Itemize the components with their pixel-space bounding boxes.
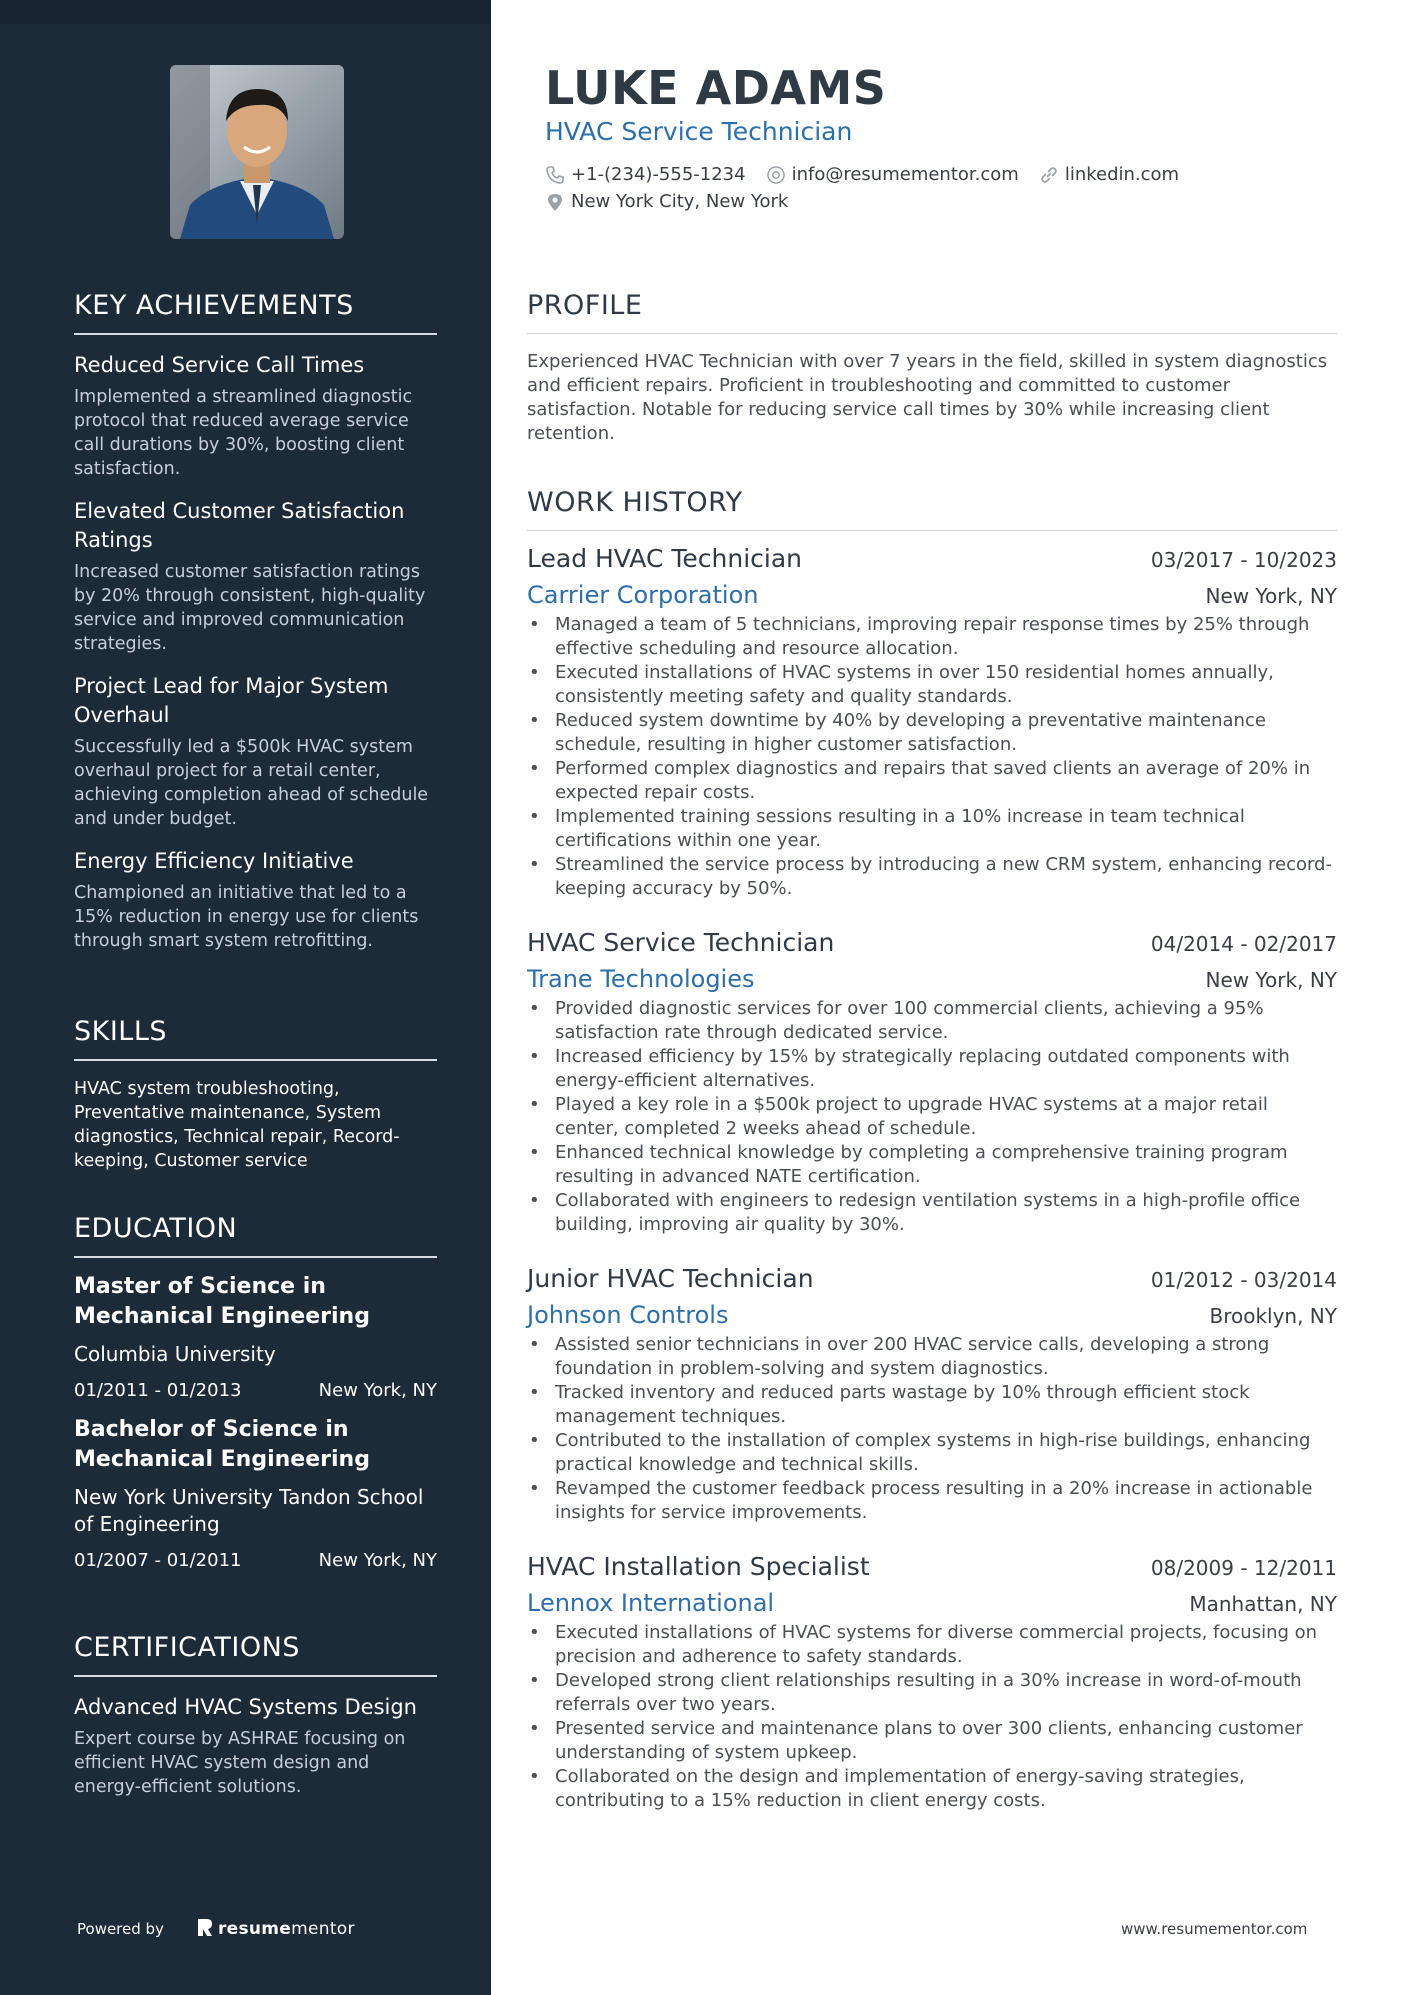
job-bullet: • Presented service and maintenance plans to over 300 clients, enhancing customer understanding of system upkeep. [527, 1717, 1337, 1765]
certification-desc: Expert course by ASHRAE focusing on efficient HVAC system design and energy-efficient solutions. [74, 1729, 406, 1797]
job-bullet: • Implemented training sessions resulting in a 10% increase in team technical certifications within one year. [527, 805, 1337, 853]
job-bullet: • Tracked inventory and reduced parts wastage by 10% through efficient stock management techniques. [527, 1381, 1337, 1429]
powered-by [77, 1917, 355, 1941]
job-bullet: • Developed strong client relationships resulting in a 30% increase in word-of-mouth referrals over two years. [527, 1669, 1337, 1717]
job-entry [527, 1552, 1337, 1813]
contact-email[interactable] [766, 164, 1019, 185]
education-dates: 01/2007 - 01/2011 [74, 1550, 242, 1571]
skills-heading: SKILLS [74, 1016, 437, 1061]
sidebar-top-band [0, 0, 491, 24]
contact-location [545, 191, 788, 212]
job-company: Carrier Corporation [527, 581, 759, 609]
contact-linkedin[interactable] [1039, 164, 1179, 185]
contact-line-1 [545, 164, 1199, 185]
achievement-title: Elevated Customer Satisfaction Ratings [74, 499, 405, 552]
job-bullets [527, 997, 1337, 1237]
skills-section [74, 1016, 437, 1173]
avatar [170, 65, 344, 239]
achievement-desc: Championed an initiative that led to a 15% reduction in energy use for clients through smart system retrofitting. [74, 883, 419, 951]
job-bullet: • Collaborated with engineers to redesign ventilation systems in a high-profile office building, improving air quality by 30%. [527, 1189, 1337, 1237]
brand-light: mentor [291, 1919, 355, 1939]
education-heading: EDUCATION [74, 1213, 437, 1258]
achievement-item [74, 672, 437, 831]
education-location: New York, NY [318, 1550, 437, 1571]
job-company: Johnson Controls [527, 1301, 729, 1329]
education-degree: Master of Science in Mechanical Engineering [74, 1274, 370, 1329]
job-entry [527, 1264, 1337, 1525]
profile-photo [170, 65, 344, 239]
job-entry [527, 544, 1337, 901]
education-school: Columbia University [74, 1342, 276, 1366]
achievement-item [74, 351, 437, 481]
linkedin-text[interactable]: linkedin.com [1064, 164, 1180, 185]
achievement-desc: Increased customer satisfaction ratings by 20% through consistent, high-quality service and improved communication strategies. [74, 562, 426, 654]
candidate-role: HVAC Service Technician [545, 117, 853, 146]
phone-text: +1-(234)-555-1234 [571, 164, 746, 185]
education-item [74, 1272, 437, 1401]
certification-title: Advanced HVAC Systems Design [74, 1695, 417, 1719]
resumementor-logo-icon [196, 1917, 214, 1941]
certifications-section [74, 1632, 437, 1799]
certification-item [74, 1693, 437, 1799]
email-text[interactable]: info@resumementor.com [791, 164, 1019, 185]
education-dates: 01/2011 - 01/2013 [74, 1380, 242, 1401]
education-degree: Bachelor of Science in Mechanical Engineering [74, 1417, 370, 1472]
work-history-heading: WORK HISTORY [527, 487, 1337, 531]
job-bullet: • Increased efficiency by 15% by strategically replacing outdated components with energy-efficient alternatives. [527, 1045, 1337, 1093]
job-bullet: • Performed complex diagnostics and repairs that saved clients an average of 20% in expected repair costs. [527, 757, 1337, 805]
achievement-title: Reduced Service Call Times [74, 353, 365, 377]
job-bullet: • Assisted senior technicians in over 200 HVAC service calls, developing a strong foundation in problem-solving and system diagnostics. [527, 1333, 1337, 1381]
certifications-heading: CERTIFICATIONS [74, 1632, 437, 1677]
education-location: New York, NY [318, 1380, 437, 1401]
powered-by-label: Powered by [77, 1920, 164, 1938]
achievements-heading: KEY ACHIEVEMENTS [74, 290, 437, 335]
footer-website-link[interactable]: www.resumementor.com [1121, 1920, 1308, 1938]
contact-phone [545, 164, 746, 185]
job-bullet: • Reduced system downtime by 40% by developing a preventative maintenance schedule, resulting in higher customer satisfaction. [527, 709, 1337, 757]
contact-line-2 [545, 191, 808, 212]
profile-heading: PROFILE [527, 290, 1337, 334]
job-title: Junior HVAC Technician [527, 1264, 814, 1293]
phone-icon [545, 165, 565, 185]
job-company: Lennox International [527, 1589, 775, 1617]
job-bullet: • Contributed to the installation of complex systems in high-rise buildings, enhancing practical knowledge and technical skills. [527, 1429, 1337, 1477]
job-dates: 01/2012 - 03/2014 [1150, 1268, 1337, 1292]
location-text: New York City, New York [571, 191, 789, 212]
job-location: New York, NY [1205, 968, 1337, 992]
achievements-section [74, 290, 437, 953]
job-location: Brooklyn, NY [1209, 1304, 1337, 1328]
job-title: HVAC Installation Specialist [527, 1552, 870, 1581]
job-bullet: • Collaborated on the design and implementation of energy-saving strategies, contributing to a 15% reduction in client energy costs. [527, 1765, 1337, 1813]
job-bullets [527, 1333, 1337, 1525]
education-section [74, 1213, 437, 1571]
job-title: Lead HVAC Technician [527, 544, 803, 573]
job-company: Trane Technologies [527, 965, 755, 993]
job-bullet: • Enhanced technical knowledge by completing a comprehensive training program resulting in advanced NATE certification. [527, 1141, 1337, 1189]
job-entry [527, 928, 1337, 1237]
profile-summary: Experienced HVAC Technician with over 7 years in the field, skilled in system diagnostics and efficient repairs. Proficient in troubleshooting and committed to customer satisfaction. Notable for reducing service call times by 30% while increasing client retention. [527, 351, 1328, 444]
job-location: New York, NY [1205, 584, 1337, 608]
job-bullet: • Revamped the customer feedback process resulting in a 20% increase in actionable insights for service improvements. [527, 1477, 1337, 1525]
location-pin-icon [545, 192, 565, 212]
achievement-desc: Successfully led a $500k HVAC system overhaul project for a retail center, achieving completion ahead of schedule and under budget. [74, 737, 429, 829]
job-bullet: • Executed installations of HVAC systems in over 150 residential homes annually, consistently meeting safety and quality standards. [527, 661, 1337, 709]
sidebar [0, 0, 491, 1995]
education-school: New York University Tandon School of Engineering [74, 1485, 424, 1536]
achievement-title: Project Lead for Major System Overhaul [74, 674, 389, 727]
job-bullet: • Managed a team of 5 technicians, improving repair response times by 25% through effective scheduling and resource allocation. [527, 613, 1337, 661]
at-sign-icon [766, 165, 786, 185]
job-bullet: • Streamlined the service process by introducing a new CRM system, enhancing record-keeping accuracy by 50%. [527, 853, 1337, 901]
achievement-item [74, 497, 437, 656]
achievement-item [74, 847, 437, 953]
skills-list: HVAC system troubleshooting, Preventative maintenance, System diagnostics, Technical repair, Record-keeping, Customer service [74, 1079, 400, 1171]
link-icon [1039, 165, 1059, 185]
job-bullets [527, 1621, 1337, 1813]
achievement-desc: Implemented a streamlined diagnostic protocol that reduced average service call durations by 30%, boosting client satisfaction. [74, 387, 413, 479]
job-location: Manhattan, NY [1189, 1592, 1337, 1616]
job-bullet: • Played a key role in a $500k project to upgrade HVAC systems at a major retail center, completed 2 weeks ahead of schedule. [527, 1093, 1337, 1141]
job-bullet: • Provided diagnostic services for over 100 commercial clients, achieving a 95% satisfaction rate through dedicated service. [527, 997, 1337, 1045]
job-dates: 03/2017 - 10/2023 [1150, 548, 1337, 572]
education-item [74, 1415, 437, 1571]
candidate-name: LUKE ADAMS [545, 61, 887, 115]
job-bullets [527, 613, 1337, 901]
job-bullet: • Executed installations of HVAC systems for diverse commercial projects, focusing on precision and adherence to safety standards. [527, 1621, 1337, 1669]
job-title: HVAC Service Technician [527, 928, 835, 957]
achievement-title: Energy Efficiency Initiative [74, 849, 354, 873]
brand-name [218, 1919, 355, 1939]
job-dates: 04/2014 - 02/2017 [1150, 932, 1337, 956]
brand-bold: resume [217, 1919, 292, 1939]
job-dates: 08/2009 - 12/2011 [1150, 1556, 1337, 1580]
